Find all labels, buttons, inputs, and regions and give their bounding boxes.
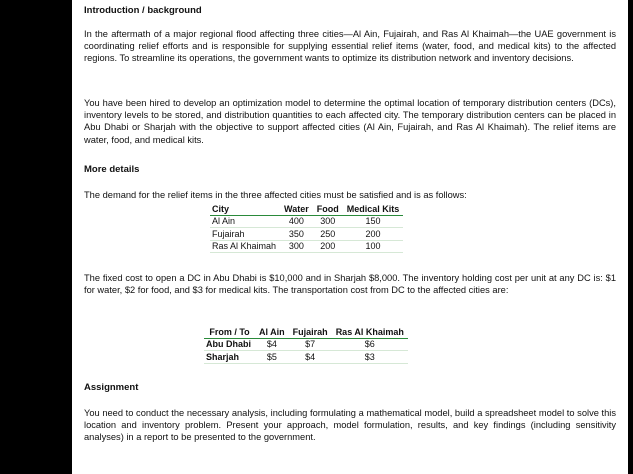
cell: Al Ain (210, 215, 280, 228)
cell: $6 (332, 338, 408, 351)
assignment-text: You need to conduct the necessary analysis, including formulating a mathematical model, build a spreadsheet model to solve this location and inventory problem. Present your approach, model formulation, results, and key findings (including sensitivity analyses) in a report to be presented to the government. (84, 408, 616, 443)
assignment-heading: Assignment (84, 382, 139, 393)
table-row (210, 240, 403, 253)
cost-table-header (204, 326, 408, 338)
demand-table (210, 203, 403, 253)
cell: 300 (280, 240, 313, 253)
transport-cost-table (204, 326, 408, 364)
cell: $4 (255, 338, 289, 351)
cell: $3 (332, 351, 408, 364)
intro-paragraph-1: In the aftermath of a major regional flood affecting three cities—Al Ain, Fujairah, and Ras Al Khaimah—the UAE government is coordinating relief efforts and is responsible for supplying essential relief items (water, food, and medical kits) to the affected regions. To streamline its operations, the government wants to optimize its distribution network and inventory decisions. (84, 29, 616, 64)
demand-intro-text: The demand for the relief items in the three affected cities must be satisfied and is as follows: (84, 190, 467, 200)
cell: 200 (343, 228, 404, 241)
cell: 150 (343, 215, 404, 228)
details-heading: More details (84, 164, 140, 175)
cell: 200 (313, 240, 343, 253)
demand-header-city: City (210, 203, 280, 215)
cell: 300 (313, 215, 343, 228)
cost-header-fujairah: Fujairah (289, 326, 332, 338)
demand-header-medical-kits: Medical Kits (343, 203, 404, 215)
demand-header-food: Food (313, 203, 343, 215)
cost-header-ras-al-khaimah: Ras Al Khaimah (332, 326, 408, 338)
table-row (204, 338, 408, 351)
table-row (204, 351, 408, 364)
demand-header-water: Water (280, 203, 313, 215)
cell: $5 (255, 351, 289, 364)
cost-intro-text: The fixed cost to open a DC in Abu Dhabi is $10,000 and in Sharjah $8,000. The inventory holding cost per unit at any DC is: $1 for water, $2 for food, and $3 for medical kits. The transportation cost from DC to the affected cities are: (84, 273, 616, 296)
cell: $7 (289, 338, 332, 351)
cell: 100 (343, 240, 404, 253)
cell: Fujairah (210, 228, 280, 241)
intro-paragraph-2: You have been hired to develop an optimization model to determine the optimal location of temporary distribution centers (DCs), inventory levels to be stored, and distribution quantities to each affected city. The temporary distribution centers can be placed in Abu Dhabi or Sharjah with the objective to support affected cities (Al Ain, Fujairah, and Ras Al Khaimah). The relief items are water, food, and medical kits. (84, 98, 616, 145)
table-row (210, 215, 403, 228)
cell: 250 (313, 228, 343, 241)
cost-header-al-ain: Al Ain (255, 326, 289, 338)
cell: 350 (280, 228, 313, 241)
cell: Abu Dhabi (204, 338, 255, 351)
cell: $4 (289, 351, 332, 364)
demand-table-header (210, 203, 403, 215)
table-row (210, 228, 403, 241)
cell: Sharjah (204, 351, 255, 364)
intro-heading: Introduction / background (84, 5, 202, 16)
cell: 400 (280, 215, 313, 228)
cell: Ras Al Khaimah (210, 240, 280, 253)
cost-header-from-to: From / To (204, 326, 255, 338)
document-page (72, 0, 628, 474)
